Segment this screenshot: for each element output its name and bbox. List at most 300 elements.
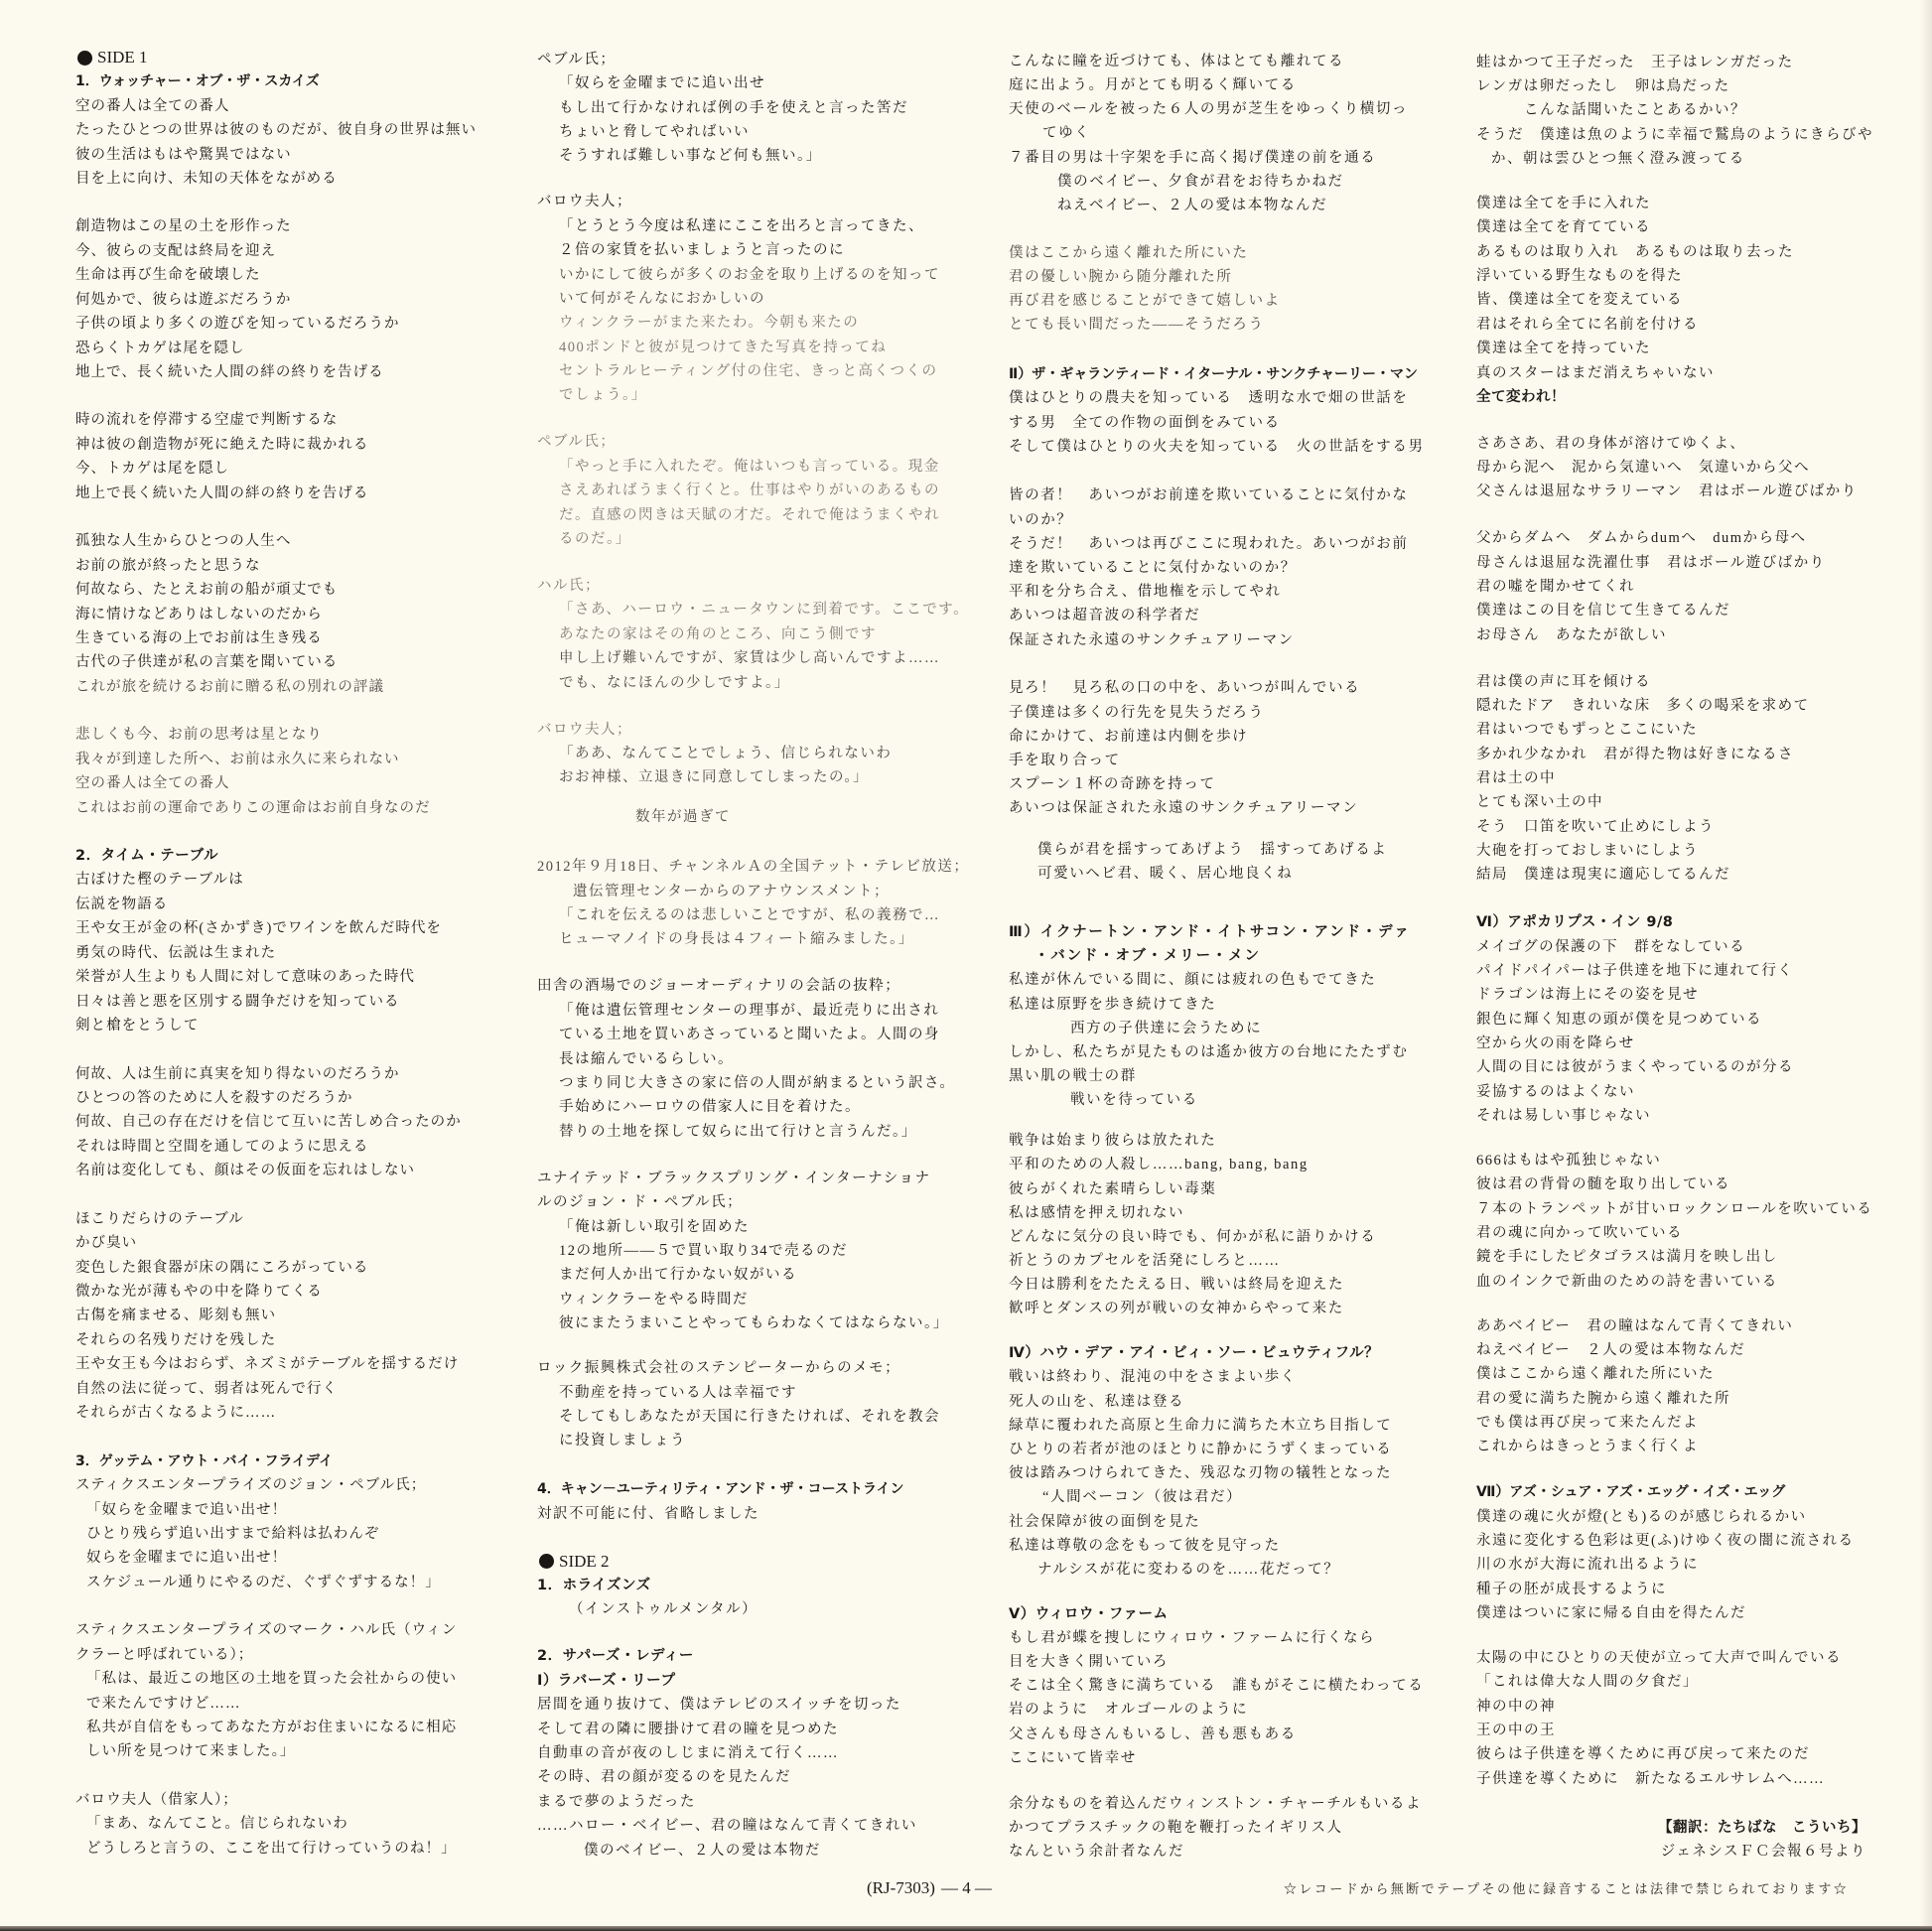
lyric-line: 社会保障が彼の面倒を見た bbox=[1009, 1513, 1201, 1530]
lyric-line: ほこりだらけのテーブル bbox=[75, 1210, 244, 1227]
lyric-line: そうすれば難しい事など何も無い。」 bbox=[559, 148, 822, 165]
lyric-line: そうだ 僕達は魚のように幸福で鷲鳥のようにきらびや bbox=[1476, 126, 1873, 143]
lyric-line: お前の旅が終ったと思うな bbox=[75, 557, 261, 574]
lyric-line: どんなに気分の良い時でも、何かが私に語りかける bbox=[1009, 1228, 1377, 1245]
lyric-line: なんという余計者なんだ bbox=[1009, 1844, 1185, 1861]
lyric-line: 永遠に変化する色彩は更(ふ)けゆく夜の闇に流される bbox=[1476, 1533, 1855, 1550]
lyric-line: 恐らくトカゲは尾を隠し bbox=[75, 340, 245, 356]
lyric-line: いのか？ bbox=[1009, 511, 1073, 528]
lyric-line: そして君の隣に腰掛けて君の瞳を見つめた bbox=[537, 1721, 839, 1737]
lyric-line: 達を欺いていることに気付かないのか？ bbox=[1009, 560, 1297, 577]
lyric-line: 人間の目には彼がうまくやっているのが分る bbox=[1476, 1059, 1794, 1076]
lyric-line: そうだ！ あいつは再びここに現われた。あいつがお前 bbox=[1009, 535, 1409, 552]
lyric-line: 空の番人は全ての番人 bbox=[75, 775, 230, 792]
lyric-line: 666はもはや孤独じゃない bbox=[1476, 1153, 1662, 1170]
lyric-line: “人間ベーコン（彼は君だ） bbox=[1042, 1489, 1243, 1506]
lyric-line: 王や女王が金の杯(さかずき)でワインを飲んだ時代を bbox=[75, 920, 442, 937]
lyric-line: 今日は勝利をたたえる日、戦いは終局を迎えた bbox=[1009, 1277, 1345, 1294]
lyric-line: ここにいて皆幸せ bbox=[1009, 1749, 1137, 1766]
lyric-line: あるものは取り入れ あるものは取り去った bbox=[1476, 243, 1794, 260]
lyric-line-emphasis: 全て変われ！ bbox=[1476, 388, 1566, 405]
lyric-line: 死人の山を、私達は登る bbox=[1009, 1393, 1185, 1410]
stanza-gap bbox=[1009, 217, 1425, 241]
lyric-line: ウィンクラーがまた来たわ。今朝も来たの bbox=[559, 315, 860, 332]
lyric-line: あなたの家はその角のところ、向こう側です bbox=[559, 625, 877, 642]
lyric-line: 父さんも母さんもいるし、善も悪もある bbox=[1009, 1725, 1297, 1742]
stage-direction: 数年が過ぎて bbox=[635, 809, 731, 826]
lyric-line: する男 全ての作物の面倒をみている bbox=[1009, 414, 1281, 431]
song-title: 3．ゲッテム・アウト・バイ・フライデイ bbox=[75, 1452, 334, 1469]
lyric-line: 母さんは退屈な洗濯仕事 君はボール遊びばかり bbox=[1476, 554, 1826, 571]
lyric-line: でも僕は再び戻って来たんだよ bbox=[1476, 1415, 1699, 1432]
stanza-gap bbox=[537, 169, 969, 191]
stanza-gap bbox=[537, 1622, 969, 1645]
lyric-line: 手を取り合って bbox=[1009, 752, 1121, 768]
lyric-line: 僕達は全てを持っていた bbox=[1476, 341, 1651, 357]
speaker-label: 田舎の酒場でのジョーオーディナリの会話の抜粋； bbox=[537, 978, 901, 995]
lyric-line: 私達は原野を歩き続けてきた bbox=[1009, 996, 1217, 1013]
speaker-label: ペブル氏； bbox=[537, 51, 617, 68]
side-label: SIDE 1 bbox=[97, 47, 148, 67]
lyric-line: 目を大きく開いていろ bbox=[1009, 1654, 1169, 1671]
stanza-gap bbox=[1476, 888, 1866, 911]
lyric-line: 生きている海の上でお前は生き残る bbox=[75, 629, 323, 646]
lyric-line: 何故なら、たとえお前の船が頑丈でも bbox=[75, 582, 339, 599]
lyric-line: 銀色に輝く知恵の頭が僕を見つめている bbox=[1476, 1011, 1762, 1028]
lyric-line: ちょいと脅してやればいい bbox=[559, 123, 750, 140]
lyric-line: もし君が蝶を捜しにウィロウ・ファームに行くなら bbox=[1009, 1629, 1376, 1646]
page-footer-number bbox=[867, 1876, 992, 1900]
lyric-line: だ。直感の閃きは天賦の才だ。それで俺はうまくやれ bbox=[559, 506, 940, 523]
lyric-line: そう 口笛を吹いて止めにしよう bbox=[1476, 818, 1715, 835]
lyric-line: そしてもしあなたが天国に行きたければ、それを教会 bbox=[559, 1408, 940, 1425]
lyric-line: 生命は再び生命を破壊した bbox=[75, 267, 261, 284]
lyric-line: ああベイビー 君の瞳はなんて青くてきれい bbox=[1476, 1317, 1794, 1334]
side-heading bbox=[537, 1550, 969, 1574]
stanza-gap bbox=[1476, 1129, 1866, 1150]
stanza-gap bbox=[537, 952, 969, 975]
stage-direction: （インストゥルメンタル） bbox=[569, 1601, 759, 1618]
lyric-line: パイドパイパーは子供達を地下に連れて行く bbox=[1476, 963, 1794, 980]
lyric-line: その時、君の顔が変るのを見たんだ bbox=[537, 1769, 791, 1786]
lyric-line: 父さんは退屈なサラリーマン 君はボール遊びばかり bbox=[1476, 483, 1858, 500]
lyric-line: 彼にまたうまいことやってもらわなくてはならない。」 bbox=[559, 1315, 949, 1332]
stanza-gap bbox=[75, 1594, 477, 1618]
lyric-line: で来たんですけど…… bbox=[86, 1695, 241, 1712]
stanza-gap bbox=[1476, 1625, 1866, 1646]
lyric-line: 地上で、長く続いた人間の絆の終りを告げる bbox=[75, 364, 384, 381]
lyric-line: 400ポンドと彼が見つけてきた写真を持ってね bbox=[559, 339, 888, 355]
stanza-gap bbox=[537, 1526, 969, 1550]
movement-title: Ⅴ）ウィロウ・ファーム bbox=[1009, 1605, 1169, 1622]
lyric-line: 余分なものを着込んだウィンストン・チャーチルもいるよ bbox=[1009, 1795, 1423, 1812]
lyric-line: 居間を通り抜けて、僕はテレビのスイッチを切った bbox=[537, 1697, 901, 1714]
lyric-line: 「俺は新しい取引を固めた bbox=[559, 1218, 750, 1235]
lyric-line: 「とうとう今度は私達にここを出ろと言ってきた、 bbox=[559, 217, 924, 234]
stanza-gap bbox=[1009, 652, 1425, 677]
column-1 bbox=[75, 46, 477, 1861]
lyric-line: 真のスターはまだ消えちゃいない bbox=[1476, 364, 1715, 381]
lyric-line: それらが古くなるように…… bbox=[75, 1405, 277, 1422]
movement-title: Ⅰ）ラバーズ・リープ bbox=[537, 1672, 676, 1689]
lyric-line: 君の愛に満ちた腕から遠く離れた所 bbox=[1476, 1390, 1730, 1407]
lyric-line: これが旅を続けるお前に贈る私の別れの評議 bbox=[75, 678, 384, 695]
stanza-gap bbox=[75, 505, 477, 529]
lyric-line: 僕はここから遠く離れた所にいた bbox=[1009, 244, 1249, 261]
speaker-label: 遺伝管理センターからのアナウンスメント； bbox=[573, 883, 890, 899]
lyric-line: 長は縮んでいるらしい。 bbox=[559, 1050, 734, 1067]
lyric-line: 栄誉が人生よりも人間に対して意味のあった時代 bbox=[75, 969, 415, 986]
lyric-line: 12の地所——５で買い取り34で売るのだ bbox=[559, 1242, 848, 1259]
lyric-line: ひとつの答のために人を殺すのだろうか bbox=[75, 1089, 353, 1106]
stanza-gap bbox=[75, 1764, 477, 1788]
lyric-line: もし出て行かなければ例の手を使えと言った筈だ bbox=[559, 99, 908, 116]
lyric-line: 庭に出よう。月がとても明るく輝いてる bbox=[1009, 77, 1297, 94]
speaker-label: ユナイテッド・ブラックスプリング・インターナショナ bbox=[537, 1170, 931, 1186]
lyric-line: 孤独な人生からひとつの人生へ bbox=[75, 533, 292, 550]
lyric-line: 僕はひとりの農夫を知っている 透明な水で畑の世話を bbox=[1009, 390, 1409, 407]
speaker-label: クラーと呼ばれている）； bbox=[75, 1646, 254, 1663]
stanza-gap bbox=[75, 1426, 477, 1449]
lyric-line: 申し上げ難いんですが、家賃は少し高いんですよ…… bbox=[559, 650, 940, 667]
song-title: 4．キャン－ユーティリティ・アンド・ザ・コーストライン bbox=[537, 1481, 904, 1498]
lyric-line: 時の流れを停滞する空虚で判断するな bbox=[75, 412, 339, 429]
lyric-line: レンガは卵だったし 卵は鳥だった bbox=[1476, 78, 1730, 95]
lyric-line: 名前は変化しても、顔はその仮面を忘れはしない bbox=[75, 1163, 416, 1179]
lyric-line: これはお前の運命でありこの運命はお前自身なのだ bbox=[75, 799, 431, 816]
lyric-line: かび臭い bbox=[75, 1235, 138, 1252]
stanza-gap bbox=[1476, 647, 1866, 670]
lyric-line: 「これを伝えるのは悲しいことですが、私の義務で… bbox=[559, 907, 940, 924]
speaker-label: 2012年９月18日、チャンネルＡの全国テット・テレビ放送； bbox=[537, 859, 970, 876]
lyric-line: 鏡を手にしたピタゴラスは満月を映し出し bbox=[1476, 1249, 1778, 1266]
stanza-gap bbox=[537, 790, 969, 806]
lyric-line: 私達が休んでいる間に、顔には疲れの色もでてきた bbox=[1009, 972, 1377, 989]
stanza-gap bbox=[1476, 1791, 1866, 1816]
lyric-line: 僕達は全てを育てている bbox=[1476, 219, 1651, 236]
lyric-line: こんな話聞いたことあるかい？ bbox=[1524, 102, 1746, 119]
lyric-line: か、朝は雲ひとつ無く澄み渡ってる bbox=[1491, 151, 1745, 168]
lyric-line: 「さあ、ハーロウ・ニュータウンに到着です。ここです。 bbox=[559, 602, 970, 619]
lyric-line: 王の中の王 bbox=[1476, 1723, 1556, 1739]
lyric-line: 僕らが君を揺すってあげよう 揺すってあげるよ bbox=[1037, 842, 1388, 859]
stanza-gap bbox=[1476, 1459, 1866, 1481]
movement-title: ・バンド・オブ・メリー・メン bbox=[1035, 948, 1261, 965]
lyric-line: 悲しくも今、お前の思考は星となり bbox=[75, 727, 323, 744]
lyric-line: 伝説を物語る bbox=[75, 896, 169, 912]
lyric-line: 変色した銀食器が床の隅にころがっている bbox=[75, 1259, 369, 1276]
lyric-line: たったひとつの世界は彼のものだが、彼自身の世界は無い bbox=[75, 122, 478, 139]
lyric-line: 結局 僕達は現実に適応してるんだ bbox=[1476, 867, 1730, 884]
lyric-line: 君はそれら全てに名前を付ける bbox=[1476, 316, 1699, 333]
lyric-line: 「ああ、なんてことでしょう、信じられないわ bbox=[559, 745, 893, 761]
stanza-gap bbox=[537, 1144, 969, 1167]
lyric-line: 君の優しい腕から随分離れた所 bbox=[1009, 268, 1233, 285]
lyric-line: ヒューマノイドの身長は４フィート縮みました。」 bbox=[559, 931, 914, 948]
scan-edge-right bbox=[1920, 0, 1932, 1931]
lyric-line: に投資しましょう bbox=[559, 1433, 686, 1449]
lyric-line: 隠れたドア きれいな床 多くの喝采を求めて bbox=[1476, 698, 1810, 715]
lyric-line: 私共が自信をもってあなた方がお住まいになるに相応 bbox=[86, 1720, 458, 1736]
lyric-line: るのだ。」 bbox=[559, 531, 631, 548]
song-title: 2．サパーズ・レディー bbox=[537, 1648, 694, 1665]
lyric-line: 戦争は始まり彼らは放たれた bbox=[1009, 1133, 1217, 1150]
stanza-gap bbox=[1009, 338, 1425, 363]
lyric-line: かつてプラスチックの鞄を鞭打ったイギリス人 bbox=[1009, 1819, 1343, 1836]
stanza-gap bbox=[75, 1038, 477, 1062]
lyric-line: スプーン１杯の奇跡を持って bbox=[1009, 776, 1216, 793]
lyric-line: 母から泥へ 泥から気違いへ 気違いから父へ bbox=[1476, 460, 1810, 477]
lyric-line: 古代の子供達が私の言葉を聞いている bbox=[75, 654, 339, 671]
lyric-line: ２倍の家賃を払いましょうと言ったのに bbox=[559, 242, 845, 259]
lyric-line: メイゴグの保護の下 群をなしている bbox=[1476, 938, 1746, 955]
lyric-line: それらの名残りだけを残した bbox=[75, 1331, 277, 1348]
movement-title: Ⅶ）アズ・シュア・アズ・エッグ・イズ・エッグ bbox=[1476, 1484, 1786, 1501]
lyric-line: ドラゴンは海上にその姿を見せ bbox=[1476, 987, 1699, 1004]
lyric-line: 僕達はついに家に帰る自由を得たんだ bbox=[1476, 1605, 1746, 1622]
lyric-line: 君はいつでもずっとここにいた bbox=[1476, 722, 1699, 739]
lyric-line: ねえベイビー、２人の愛は本物なんだ bbox=[1057, 198, 1328, 214]
lyric-line: 血のインクで新曲のための詩を書いている bbox=[1476, 1273, 1778, 1290]
lyric-line: 多かれ少なかれ 君が得た物は好きになるさ bbox=[1476, 746, 1794, 762]
lyric-line: 「奴らを金曜までに追い出せ bbox=[559, 75, 765, 92]
lyric-line: 何処かで、彼らは遊ぶだろうか bbox=[75, 291, 292, 308]
stanza-gap bbox=[1476, 172, 1866, 193]
lyric-line: 何故、人は生前に真実を知り得ないのだろうか bbox=[75, 1065, 400, 1082]
speaker-label: ロック振興株式会社のステンピーターからのメモ； bbox=[537, 1360, 901, 1377]
catalog-number: (RJ-7303) bbox=[867, 1878, 935, 1897]
stanza-gap bbox=[75, 1183, 477, 1207]
speaker-label: ルのジョン・ド・ペブル氏； bbox=[537, 1194, 744, 1211]
lyric-line: 私達は尊敬の念をもって彼を見守った bbox=[1009, 1537, 1281, 1554]
lyric-line: 戦いを待っている bbox=[1070, 1092, 1198, 1109]
scan-edge-bottom bbox=[0, 1926, 1932, 1931]
lyric-line: まだ何人か出て行かない奴がいる bbox=[559, 1267, 797, 1284]
lyric-line: 彼らがくれた素晴らしい毒薬 bbox=[1009, 1180, 1217, 1197]
lyric-line: 「やっと手に入れたぞ。俺はいつも言っている。現金 bbox=[559, 458, 940, 475]
speaker-label: ペブル氏； bbox=[537, 434, 617, 451]
stanza-gap bbox=[1009, 459, 1425, 484]
lyric-line: 緑草に覆われた高原と生命力に満ちた木立ち目指して bbox=[1009, 1417, 1393, 1434]
stanza-gap bbox=[537, 830, 969, 856]
movement-title: Ⅱ）ザ・ギャランティード・イターナル・サンクチャーリー・マン bbox=[1009, 366, 1418, 383]
lyric-line: 再び君を感じることができて嬉しいよ bbox=[1009, 293, 1281, 310]
lyric-line: まるで夢のようだった bbox=[537, 1793, 696, 1810]
lyric-line: ている土地を買いあさっていると聞いたよ。人間の身 bbox=[559, 1027, 940, 1043]
filled-circle-icon bbox=[539, 1554, 554, 1569]
lyric-line: 奴らを金曜までに追い出せ！ bbox=[86, 1550, 288, 1567]
lyric-line: お母さん あなたが欲しい bbox=[1476, 626, 1667, 643]
lyric-line: 自然の法に従って、弱者は死んで行く bbox=[75, 1380, 339, 1397]
lyric-line: 勇気の時代、伝説は生まれた bbox=[75, 944, 277, 961]
lyric-line: それは易しい事じゃない bbox=[1476, 1108, 1651, 1125]
lyric-line: それは時間と空間を通してのように思える bbox=[75, 1138, 369, 1155]
movement-title: Ⅲ）イクナートン・アンド・イトサコン・アンド・デァ bbox=[1009, 924, 1411, 941]
lyric-line: いて何がそんなにおかしいの bbox=[559, 290, 765, 307]
speaker-label: スティクスエンタープライズのジョン・ペブル氏； bbox=[75, 1477, 427, 1494]
lyric-line: ……ハロー・ベイビー、君の瞳はなんて青くてきれい bbox=[537, 1818, 917, 1835]
lyric-line: つまり同じ大きさの家に倍の人間が納まるという訳さ。 bbox=[559, 1075, 956, 1092]
stanza-gap bbox=[1009, 886, 1425, 920]
stanza-gap bbox=[537, 551, 969, 574]
page-number: — 4 — bbox=[940, 1878, 992, 1897]
lyric-line: 妥協するのはよくない bbox=[1476, 1083, 1635, 1100]
lyric-line: 祈とうのカプセルを活発にしろと…… bbox=[1009, 1253, 1281, 1270]
lyric-line: おお神様、立退きに同意してしまったの。」 bbox=[559, 769, 870, 786]
stanza-gap bbox=[1009, 821, 1425, 839]
lyric-line: 「奴らを金曜まで追い出せ！ bbox=[86, 1501, 288, 1518]
stanza-gap bbox=[1476, 1294, 1866, 1314]
lyric-line: 君の嘘を聞かせてくれ bbox=[1476, 579, 1635, 596]
lyric-line: 「私は、最近この地区の土地を買った会社からの使い bbox=[86, 1671, 458, 1688]
lyric-line: 創造物はこの星の土を形作った bbox=[75, 218, 292, 235]
lyric-line: 剣と槍をとうして bbox=[75, 1018, 200, 1034]
lyric-line: 僕達はこの目を信じて生きてるんだ bbox=[1476, 603, 1730, 620]
lyric-line: 太陽の中にひとりの天使が立って大声で叫んでいる bbox=[1476, 1650, 1842, 1667]
speaker-label: スティクスエンタープライズのマーク・ハル氏（ウィン bbox=[75, 1622, 458, 1639]
translator-credit: 【翻訳：たちばな こういち】 bbox=[1658, 1819, 1866, 1836]
lyric-line: 君は土の中 bbox=[1476, 770, 1556, 787]
lyric-line: 命にかけて、お前達は内側を歩け bbox=[1009, 728, 1249, 745]
lyric-line: これからはきっとうまく行くよ bbox=[1476, 1439, 1699, 1455]
lyric-line: そこは全く驚きに満ちている 誰もがそこに横たわってる bbox=[1009, 1678, 1425, 1695]
lyric-line: あいつは保証された永遠のサンクチュアリーマン bbox=[1009, 800, 1359, 817]
lyric-line: 可愛いヘビ君、暖く、居心地良くね bbox=[1037, 866, 1294, 883]
lyric-line: でしょう。」 bbox=[559, 387, 647, 404]
lyric-line: 我々が到達した所へ、お前は永久に来られない bbox=[75, 751, 400, 767]
lyric-line: 見ろ！ 見ろ私の口の中を、あいつが叫んでいる bbox=[1009, 680, 1361, 697]
lyric-line: こんなに瞳を近づけても、体はとても離れてる bbox=[1009, 53, 1345, 69]
lyric-line: ねえベイビー ２人の愛は本物なんだ bbox=[1476, 1342, 1746, 1359]
lyric-line: 替りの土地を探して奴らに出て行けと言うんだ。」 bbox=[559, 1123, 917, 1140]
stanza-gap bbox=[1009, 1321, 1425, 1342]
lyric-line: 海に情けなどありはしないのだから bbox=[75, 606, 323, 622]
speaker-label: バロウ夫人（借家人）； bbox=[75, 1791, 238, 1808]
lyric-line: 戦いは終わり、混沌の中をさまよい歩く bbox=[1009, 1369, 1297, 1386]
stanza-gap bbox=[1009, 1770, 1425, 1792]
lyric-line: 神は彼の創造物が死に絶えた時に裁かれる bbox=[75, 436, 369, 453]
stanza-gap bbox=[537, 1336, 969, 1357]
filled-circle-icon bbox=[77, 51, 92, 66]
lyric-line: 彼らは子供達を導くために再び戻って来たのだ bbox=[1476, 1746, 1810, 1763]
copyright-notice: ☆レコードから無断でテープその他に録音することは法律で禁じられております☆ bbox=[1284, 1881, 1850, 1896]
lyric-line: あいつは超音波の科学者だ bbox=[1009, 608, 1201, 624]
lyric-line: ７本のトランペットが甘いロックンロールを吹いている bbox=[1476, 1200, 1873, 1217]
lyric-line: 彼は踏みつけられてきた、残忍な刃物の犠牲となった bbox=[1009, 1465, 1393, 1482]
lyric-line: 彼の生活はもはや驚異ではない bbox=[75, 146, 292, 163]
lyric-line: でも、なにほんの少しですよ。」 bbox=[559, 674, 790, 691]
lyric-line: 天使のベールを被った６人の男が芝生をゆっくり横切っ bbox=[1009, 101, 1409, 118]
stanza-gap bbox=[1476, 409, 1866, 432]
lyric-line: 君の魂に向かって吹いている bbox=[1476, 1225, 1683, 1242]
speaker-label: バロウ夫人； bbox=[537, 721, 632, 738]
lyric-line: どうしろと言うの、ここを出て行けっていうのね！」 bbox=[86, 1840, 457, 1857]
song-title: 1．ホライズンズ bbox=[537, 1578, 651, 1594]
lyric-line: 川の水が大海に流れ出るように bbox=[1476, 1557, 1699, 1574]
lyric-line: ひとり残らず追い出すまで給料は払わんぞ bbox=[86, 1525, 380, 1542]
lyric-line: ７番目の男は十字架を手に高く掲げ僕達の前を通る bbox=[1009, 149, 1377, 166]
lyric-line: 大砲を打っておしまいにしよう bbox=[1476, 843, 1699, 860]
lyric-line: 「俺は遺伝管理センターの理事が、最近売りに出され bbox=[559, 1002, 940, 1019]
lyric-line: 子僕達は多くの行先を見失うだろう bbox=[1009, 704, 1265, 721]
lyric-line: 彼は君の背骨の髄を取り出している bbox=[1476, 1176, 1730, 1193]
column-4 bbox=[1476, 51, 1873, 1864]
lyric-line: いかにして彼らが多くのお金を取り上げるのを知って bbox=[559, 266, 940, 283]
side-heading bbox=[75, 46, 477, 69]
lyric-line: 目を上に向け、未知の天体をながめる bbox=[75, 170, 338, 187]
lyric-line: 種子の胚が成長するように bbox=[1476, 1581, 1667, 1597]
lyric-line: 自動車の音が夜のしじまに消えて行く…… bbox=[537, 1744, 839, 1761]
stanza-gap bbox=[537, 695, 969, 718]
lyric-line: セントラルヒーティング付の住宅、きっと高くつくの bbox=[559, 363, 938, 380]
song-title: 1．ウォッチャー・オブ・ザ・スカイズ bbox=[75, 73, 320, 90]
lyric-line: 「まあ、なんてこと。信じられないわ bbox=[86, 1816, 348, 1833]
lyric-line: さえあればうまく行くと。仕事はやりがいのあるもの bbox=[559, 483, 940, 499]
lyric-line: しかし、私たちが見たものは遙か彼方の台地にたたずむ bbox=[1009, 1044, 1409, 1061]
lyric-line: 神の中の神 bbox=[1476, 1698, 1556, 1715]
lyric-line: 王や女王も今はおらず、ネズミがテーブルを揺するだけ bbox=[75, 1356, 460, 1373]
lyric-line: てゆく bbox=[1042, 125, 1091, 142]
lyric-line: スケジュール通りにやるのだ、ぐずぐずするな！」 bbox=[86, 1574, 441, 1590]
lyric-line: 地上で長く続いた人間の絆の終りを告げる bbox=[75, 484, 369, 501]
lyric-line: 僕のベイビー、２人の愛は本物だ bbox=[584, 1842, 821, 1859]
stanza-gap bbox=[537, 1453, 969, 1478]
lyric-line: そして僕はひとりの火夫を知っている 火の世話をする男 bbox=[1009, 438, 1425, 455]
lyric-line: 今、彼らの支配は終局を迎え bbox=[75, 242, 277, 259]
lyric-line: さあさあ、君の身体が溶けてゆくよ、 bbox=[1476, 435, 1746, 452]
lyric-line: 父からダムへ ダムからdumへ dumから母へ bbox=[1476, 530, 1807, 547]
lyric-line: 僕達は全てを手に入れた bbox=[1476, 196, 1651, 212]
lyric-line: 平和を分ち合え、借地権を示してやれ bbox=[1009, 584, 1282, 601]
stanza-gap bbox=[1009, 1582, 1425, 1602]
movement-title: Ⅳ）ハウ・デア・アイ・ビィ・ソー・ビュウティフル？ bbox=[1009, 1345, 1380, 1362]
lyric-line: 歓呼とダンスの列が戦いの女神からやって来た bbox=[1009, 1301, 1344, 1317]
lyric-line: とても深い土の中 bbox=[1476, 794, 1603, 811]
stanza-gap bbox=[75, 699, 477, 723]
lyric-line: 何故、自己の存在だけを信じて互いに苦しめ合ったのか bbox=[75, 1114, 462, 1131]
lyric-line: 保証された永遠のサンクチュアリーマン bbox=[1009, 631, 1295, 648]
stanza-gap bbox=[75, 820, 477, 844]
lyric-line: 古傷を痛ませる、彫刻も無い bbox=[75, 1308, 277, 1324]
lyric-line: 空の番人は全ての番人 bbox=[75, 97, 230, 114]
lyric-line: 空から火の雨を降らせ bbox=[1476, 1035, 1635, 1052]
speaker-label: バロウ夫人； bbox=[537, 194, 632, 210]
lyric-line: 君は僕の声に耳を傾ける bbox=[1476, 673, 1651, 690]
lyric-line: 蛙はかつて王子だった 王子はレンガだった bbox=[1476, 54, 1794, 70]
lyric-line: 不動産を持っている人は幸福です bbox=[559, 1384, 797, 1401]
lyric-line: 僕のベイビー、夕食が君をお待ちかねだ bbox=[1057, 173, 1344, 190]
stage-direction: 対訳不可能に付、省略しました bbox=[537, 1505, 759, 1522]
speaker-label: ハル氏； bbox=[537, 578, 601, 594]
stanza-gap bbox=[1009, 1113, 1425, 1130]
lyric-line: 私は感情を押え切れない bbox=[1009, 1204, 1185, 1221]
lyric-line: 黒い肌の戦士の群 bbox=[1009, 1068, 1137, 1085]
source-note: ジェネシスＦＣ会報６号より bbox=[1660, 1844, 1866, 1861]
lyric-line: 岩のように オルゴールのように bbox=[1009, 1702, 1249, 1719]
stanza-gap bbox=[537, 408, 969, 431]
lyric-line: 子供の頃より多くの遊びを知っているだろうか bbox=[75, 316, 400, 333]
lyric-line: とても長い間だった——そうだろう bbox=[1009, 317, 1265, 334]
lyric-line: 手始めにハーロウの借家人に目を着けた。 bbox=[559, 1099, 861, 1116]
lyric-line: 僕達の魂に火が燈(とも)るのが感じられるかい bbox=[1476, 1508, 1807, 1525]
lyric-line: 西方の子供達に会うために bbox=[1070, 1020, 1263, 1036]
song-title: 2．タイム・テーブル bbox=[75, 848, 218, 865]
lyric-line: 古ぼけた樫のテーブルは bbox=[75, 872, 244, 889]
lyric-line: 浮いている野生なものを得た bbox=[1476, 268, 1683, 285]
lyric-line: 平和のための人殺し……bang, bang, bang bbox=[1009, 1157, 1309, 1173]
lyric-line: 皆の者！ あいつがお前達を欺いていることに気付かな bbox=[1009, 487, 1409, 504]
lyric-line: 微かな光が薄もやの中を降りてくる bbox=[75, 1284, 323, 1301]
